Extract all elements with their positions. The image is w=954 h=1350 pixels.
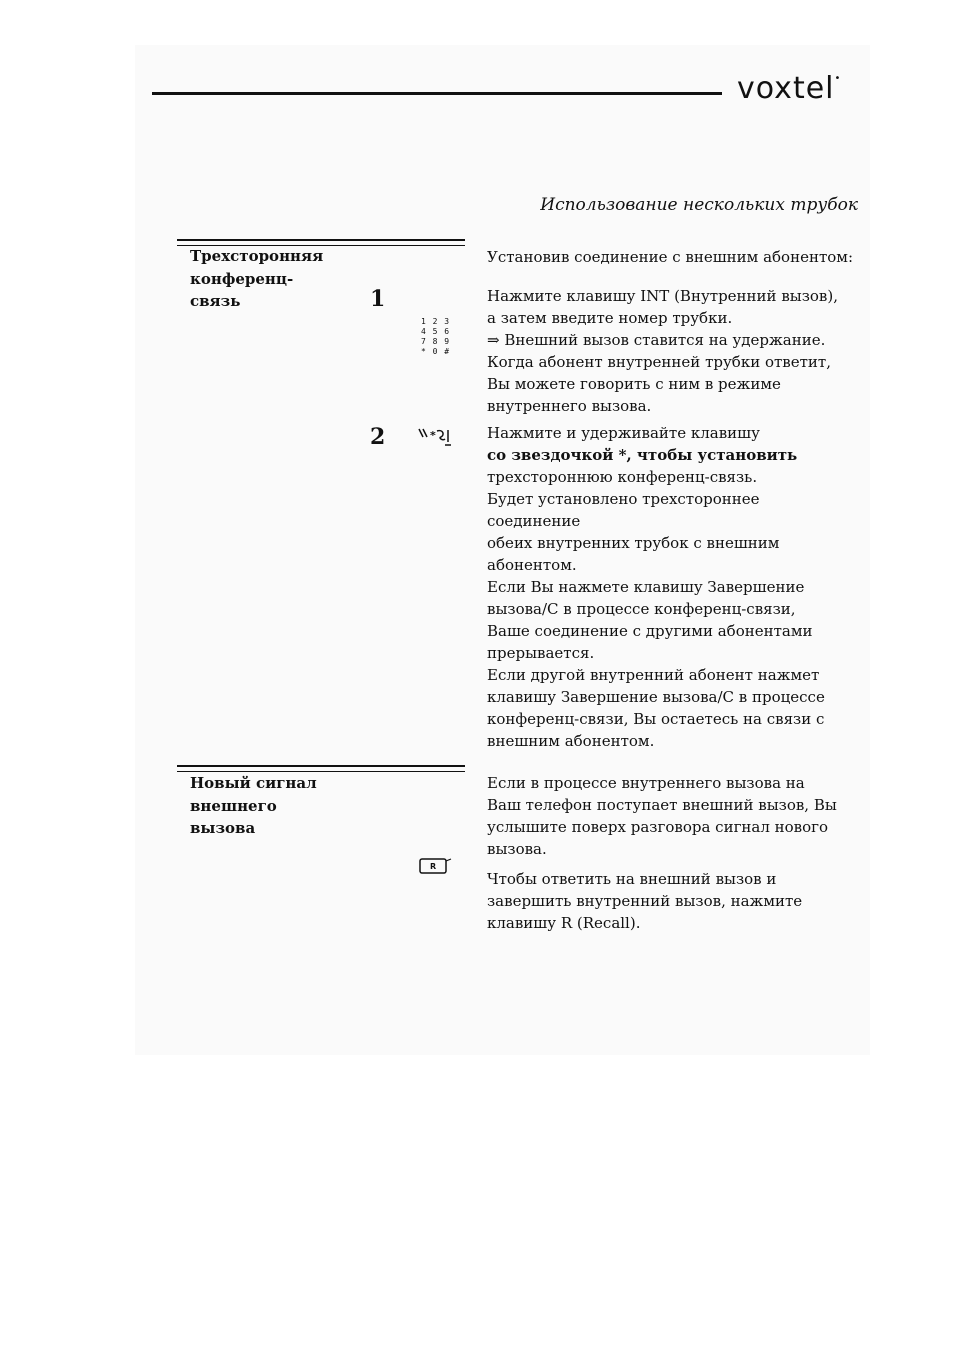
section-title-conference: Трехсторонняя конференц- связь [190,247,324,310]
voxtel-logo: voxtel• [737,71,842,106]
section-rule [177,765,465,772]
recall-key-icon [418,856,452,876]
keypad-icon: 1 2 3 4 5 6 7 8 9 * 0 # [421,317,451,356]
conference-intro: Установив соединение с внешним абонентом: [487,248,854,266]
svg-text:R: R [430,862,437,871]
page-subtitle: Использование нескольких трубок [540,195,858,215]
new-call-description: Если в процессе внутреннего вызова на Ваш телефон поступает внешний вызов, Вы услышите поверх разговора сигнал нового вызова. [487,774,837,858]
step-number: 1 [370,286,386,312]
step1-instructions: Нажмите клавишу INT (Внутренний вызов), а затем введите номер трубки. ⇒ Внешний вызов ставится на удержание. Когда абонент внутренней трубки ответит, Вы можете говорить с ним в режиме внутреннего вызова. [487,287,838,415]
svg-text:*: * [430,429,436,442]
step-number: 2 [370,424,386,450]
header-rule [152,92,722,95]
step2-instructions: Нажмите и удерживайте клавишу со звездочкой *, чтобы установить трехстороннюю конференц-связь. Будет установлено трехстороннее соединение обеих внутренних трубок с внешним абонентом. Если Вы нажмете клавишу Завершение вызова/С в процессе конференц-связи, Ваше соединение с другими абонентами прерывается. Если другой внутренний абонент нажмет клавишу Завершение вызова/С в процессе конференц-связи, Вы остаетесь на связи с внешним абонентом. [487,424,825,750]
recall-instructions: Чтобы ответить на внешний вызов и завершить внутренний вызов, нажмите клавишу R (Recall). [487,870,803,932]
section-title-new-call: Новый сигнал внешнего вызова [190,774,317,837]
star-key-icon [417,425,453,447]
